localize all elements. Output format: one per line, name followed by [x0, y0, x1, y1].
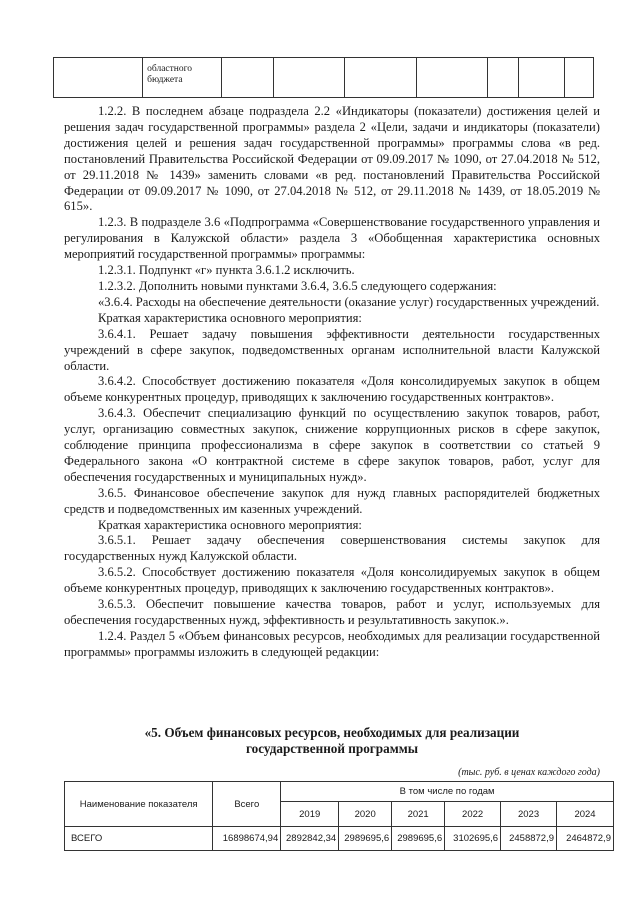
table-cell: областного бюджета — [143, 58, 222, 98]
row-value: 2989695,6 — [339, 827, 392, 851]
header-year: 2021 — [392, 802, 445, 827]
row-label: ВСЕГО — [65, 827, 213, 851]
table-header-row — [65, 782, 614, 802]
table-cell — [488, 58, 519, 98]
paragraph: 1.2.3. В подразделе 3.6 «Подпрограмма «Совершенствование государственного управления и регулирования в Калужской области» раздела 3 «Обобщенная характеристика основных мероприятий государственной программы» программы: — [64, 215, 600, 262]
row-value: 2989695,6 — [392, 827, 445, 851]
paragraph: 3.6.4.1. Решает задачу повышения эффективности деятельности государственных учреждений в сфере закупок, подведомственных органам исполнительной власти Калужской области. — [64, 326, 600, 373]
paragraph: 3.6.5. Финансовое обеспечение закупок для нужд главных распорядителей бюджетных средств и подведомственных им казенных учреждений. — [64, 485, 600, 516]
header-year: 2020 — [339, 802, 392, 827]
header-year: 2024 — [557, 802, 614, 827]
header-total: Всего — [213, 782, 281, 827]
paragraph: Краткая характеристика основного мероприятия: — [98, 310, 362, 325]
paragraph: 1.2.3.1. Подпункт «г» пункта 3.6.1.2 исключить. — [98, 263, 355, 278]
paragraph: 3.6.5.2. Способствует достижению показателя «Доля консолидируемых закупок в общем объеме конкурентных процедур, приводящих к заключению государственных контрактов». — [64, 565, 600, 596]
row-value: 2458872,9 — [501, 827, 557, 851]
document-body — [64, 104, 600, 661]
table-cell — [345, 58, 417, 98]
heading-line: «5. Объем финансовых ресурсов, необходимых для реализации — [144, 725, 520, 740]
paragraph: «3.6.4. Расходы на обеспечение деятельности (оказание услуг) государственных учреждений. — [98, 294, 600, 309]
row-value: 2464872,9 — [557, 827, 614, 851]
header-year: 2022 — [445, 802, 501, 827]
section-heading — [64, 725, 600, 757]
row-total: 16898674,94 — [213, 827, 281, 851]
header-by-years: В том числе по годам — [281, 782, 614, 802]
header-year: 2019 — [281, 802, 339, 827]
row-value: 2892842,34 — [281, 827, 339, 851]
previous-table-fragment — [53, 57, 594, 98]
units-note: (тыс. руб. в ценах каждого года) — [458, 767, 600, 778]
paragraph: 3.6.4.2. Способствует достижению показателя «Доля консолидируемых закупок в общем объеме конкурентных процедур, приводящих к заключению государственных контрактов». — [64, 374, 600, 405]
finance-table — [64, 781, 614, 851]
header-year: 2023 — [501, 802, 557, 827]
table-cell — [273, 58, 345, 98]
table-cell — [519, 58, 565, 98]
paragraph: 1.2.2. В последнем абзаце подраздела 2.2 «Индикаторы (показатели) достижения целей и решения задач государственной программы» раздела 2 «Цели, задачи и индикаторы (показатели) достижения целей и решения задач государственной программы» программы слова «в ред. постановлений Правительства Российской Федерации от 09.09.2017 № 1090, от 27.04.2018 № 512, от 29.11.2018 № 1439» заменить словами «в ред. постановлений Правительства Российской Федерации от 09.09.2017 № 1090, от 27.04.2018 № 512, от 29.11.2018 № 1439, от 18.05.2019 № 615». — [64, 104, 600, 214]
table-cell — [416, 58, 488, 98]
header-indicator-name: Наименование показателя — [65, 782, 213, 827]
table-row — [65, 827, 614, 851]
table-cell — [564, 58, 593, 98]
heading-line: государственной программы — [246, 741, 418, 756]
table-row — [54, 58, 594, 98]
table-cell — [221, 58, 273, 98]
table-cell — [54, 58, 143, 98]
paragraph: Краткая характеристика основного мероприятия: — [98, 517, 362, 532]
paragraph: 3.6.4.3. Обеспечит специализацию функций по осуществлению закупок товаров, работ, услуг, организацию совместных закупок, снижение коррупционных рисков в сфере закупок, соблюдение принципа профессионализма в сфере закупок в соответствии со статьей 9 Федерального закона «О контрактной системе в сфере закупок товаров, работ, услуг для обеспечения государственных и муниципальных нужд». — [64, 406, 600, 484]
paragraph: 3.6.5.1. Решает задачу обеспечения совершенствования системы закупок для государственных нужд Калужской области. — [64, 533, 600, 564]
paragraph: 3.6.5.3. Обеспечит повышение качества товаров, работ и услуг, используемых для обеспечения государственных нужд, эффективность и результативность закупок.». — [64, 597, 600, 627]
row-value: 3102695,6 — [445, 827, 501, 851]
paragraph: 1.2.3.2. Дополнить новыми пунктами 3.6.4, 3.6.5 следующего содержания: — [98, 278, 497, 293]
paragraph: 1.2.4. Раздел 5 «Объем финансовых ресурсов, необходимых для реализации государственной программы» программы изложить в следующей редакции: — [64, 628, 600, 659]
